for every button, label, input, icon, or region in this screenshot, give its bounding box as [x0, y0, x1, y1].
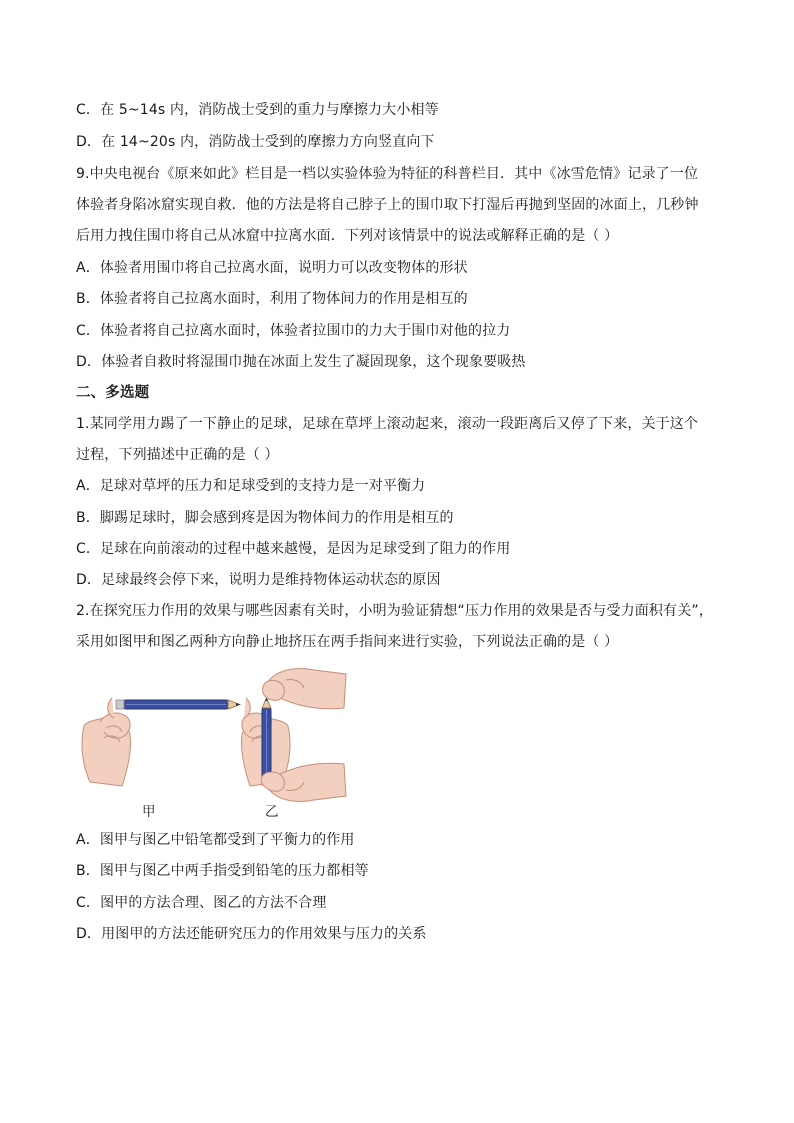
m2-option-d: D．用图甲的方法还能研究压力的作用效果与压力的关系 [76, 926, 427, 942]
m1-option-a: A．足球对草坪的压力和足球受到的支持力是一对平衡力 [76, 478, 426, 494]
figure-caption-yi: 乙 [265, 804, 279, 820]
q9-stem-line-1: 9.中央电视台《原来如此》栏目是一档以实验体验为特征的科普栏目．其中《冰雪危情》记录了一位 [76, 166, 699, 182]
m1-stem-line-1: 1.某同学用力踢了一下静止的足球，足球在草坪上滚动起来，滚动一段距离后又停了下来，关于这个 [76, 416, 699, 432]
m2-option-b: B．图甲与图乙中两手指受到铅笔的压力都相等 [76, 863, 369, 879]
q9-option-d: D．体验者自救时将湿围巾抛在冰面上发生了凝固现象，这个现象要吸热 [76, 354, 526, 370]
q9-stem-line-3: 后用力拽住围巾将自己从冰窟中拉离水面．下列对该情景中的说法或解释正确的是（ ） [76, 228, 619, 244]
q9-stem-line-2: 体验者身陷冰窟实现自救．他的方法是将自己脖子上的围巾取下打湿后再抛到坚固的冰面上，几秒钟 [76, 197, 699, 213]
m2-option-a: A．图甲与图乙中铅笔都受到了平衡力的作用 [76, 832, 355, 848]
q8-option-c: C．在 5~14s 内，消防战士受到的重力与摩擦力大小相等 [76, 102, 439, 118]
figure-jia-illustration [82, 698, 290, 786]
m2-option-c: C．图甲的方法合理、图乙的方法不合理 [76, 895, 327, 911]
m2-stem-line-1: 2.在探究压力作用的效果与哪些因素有关时，小明为验证猜想“压力作用的效果是否与受力面积有关”， [76, 603, 713, 619]
m1-option-b: B．脚踢足球时，脚会感到疼是因为物体间力的作用是相互的 [76, 510, 454, 526]
pencil-hands-illustration [76, 664, 356, 804]
section-title-multi-choice: 二、多选题 [76, 385, 150, 401]
q9-option-b: B．体验者将自己拉离水面时，利用了物体间力的作用是相互的 [76, 291, 468, 307]
q9-option-c: C．体验者将自己拉离水面时，体验者拉围巾的力大于围巾对他的拉力 [76, 323, 511, 339]
m2-stem-line-2: 采用如图甲和图乙两种方向静止地挤压在两手指间来进行实验，下列说法正确的是（ ） [76, 634, 619, 650]
m1-stem-line-2: 过程，下列描述中正确的是（ ） [76, 447, 279, 463]
m1-option-c: C．足球在向前滚动的过程中越来越慢，是因为足球受到了阻力的作用 [76, 541, 511, 557]
pencil-pressing-figure [76, 664, 356, 824]
q9-option-a: A．体验者用围巾将自己拉离水面，说明力可以改变物体的形状 [76, 260, 468, 276]
figure-caption-jia: 甲 [142, 804, 156, 820]
q8-option-d: D．在 14~20s 内，消防战士受到的摩擦力方向竖直向下 [76, 134, 435, 150]
m1-option-d: D．足球最终会停下来，说明力是维持物体运动状态的原因 [76, 572, 441, 588]
